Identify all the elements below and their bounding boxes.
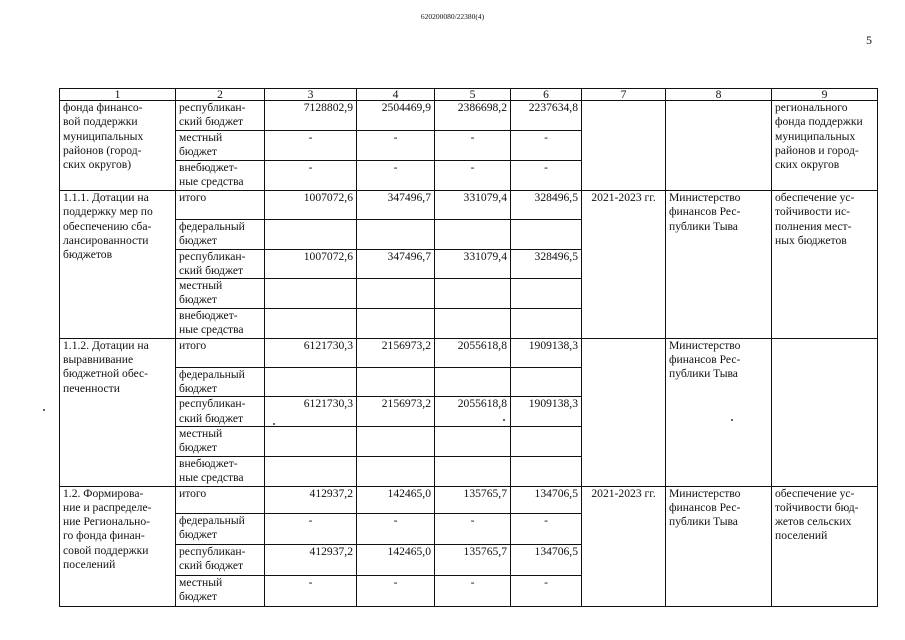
amount-cell: - [435, 513, 511, 544]
executor-cell [666, 338, 772, 486]
funding-source-line: республикан- [179, 101, 246, 114]
table-row [60, 101, 878, 131]
amount-cell: - [357, 161, 435, 191]
amount-cell [435, 279, 511, 309]
amount-cell [265, 220, 357, 250]
funding-source-cell [176, 486, 265, 513]
funding-source-line: местный [179, 131, 223, 144]
funding-source-line: итого [179, 486, 207, 500]
amount-cell: - [511, 161, 582, 191]
funding-source-cell [176, 191, 265, 220]
activity-name-line: поселений [63, 558, 116, 572]
funding-source-line: бюджет [179, 145, 217, 159]
result-line: обеспечение ус- [775, 486, 855, 500]
amount-cell: 6121730,3 [265, 397, 357, 427]
funding-source-line: бюджет [179, 382, 217, 396]
result-line: ских округов [775, 158, 840, 172]
funding-source-line: бюджет [179, 234, 217, 248]
column-number: 2 [176, 89, 265, 101]
period-cell: 2021-2023 гг. [582, 191, 666, 339]
amount-cell [265, 308, 357, 338]
funding-source-line: местный [179, 575, 223, 589]
amount-cell: - [511, 513, 582, 544]
amount-cell: 142465,0 [357, 544, 435, 575]
funding-source-cell [176, 249, 265, 279]
amount-cell: 7128802,9 [265, 101, 357, 131]
period-cell [582, 101, 666, 191]
activity-name-line: бюджетов [63, 248, 113, 262]
amount-cell: 331079,4 [435, 249, 511, 279]
amount-cell [357, 220, 435, 250]
result-line: муниципальных [775, 129, 856, 143]
funding-source-cell [176, 575, 265, 606]
activity-name-line: вой поддержки [63, 115, 138, 129]
executor-line: публики Тыва [669, 219, 738, 233]
amount-cell [511, 367, 582, 397]
amount-cell [511, 220, 582, 250]
funding-source-cell [176, 426, 265, 456]
funding-source-line: бюджет [179, 293, 217, 307]
result-cell [772, 486, 878, 606]
amount-cell [511, 279, 582, 309]
scan-artifact-dot [43, 409, 45, 411]
amount-cell: 328496,5 [511, 249, 582, 279]
column-number: 1 [60, 89, 176, 101]
table-row [60, 486, 878, 513]
column-number: 3 [265, 89, 357, 101]
activity-name-line: обеспечению сба- [63, 219, 152, 233]
executor-line: финансов Рес- [669, 205, 741, 219]
period-cell: 2021-2023 гг. [582, 486, 666, 606]
header-row [60, 89, 878, 101]
executor-line: Министерство [669, 486, 741, 500]
amount-cell: 142465,0 [357, 486, 435, 513]
funding-source-line: ные средства [179, 470, 244, 484]
activity-name-line: муниципальных [63, 129, 144, 143]
amount-cell: 1007072,6 [265, 249, 357, 279]
amount-cell: 2156973,2 [357, 397, 435, 427]
amount-cell: 1909138,3 [511, 397, 582, 427]
funding-source-cell [176, 367, 265, 397]
activity-name-line: ских округов) [63, 158, 132, 172]
amount-cell: 347496,7 [357, 249, 435, 279]
funding-source-line: местный [179, 426, 223, 440]
column-number: 4 [357, 89, 435, 101]
result-line: фонда поддержки [775, 115, 863, 129]
document-id: 620200080/22380(4) [420, 12, 485, 21]
funding-source-line: внебюджет- [179, 161, 238, 174]
activity-name-line: 1.1.2. Дотации на [63, 338, 149, 352]
result-line: регионального [775, 101, 848, 114]
period-cell [582, 338, 666, 486]
executor-line: публики Тыва [669, 515, 738, 529]
column-number: 7 [582, 89, 666, 101]
activity-name-line: районов (город- [63, 143, 142, 157]
amount-cell: - [265, 131, 357, 161]
funding-source-line: ский бюджет [179, 411, 244, 425]
amount-cell: 1007072,6 [265, 191, 357, 220]
amount-cell [435, 456, 511, 486]
result-line: тойчивости ис- [775, 205, 850, 219]
amount-cell: 412937,2 [265, 544, 357, 575]
activity-name-line: фонда финансо- [63, 101, 143, 114]
budget-table [59, 88, 878, 607]
funding-source-line: ский бюджет [179, 558, 244, 572]
funding-source-line: итого [179, 191, 207, 204]
activity-name-line: 1.2. Формирова- [63, 486, 144, 500]
amount-cell: 134706,5 [511, 486, 582, 513]
amount-cell: 135765,7 [435, 544, 511, 575]
amount-cell: 2504469,9 [357, 101, 435, 131]
amount-cell: 328496,5 [511, 191, 582, 220]
funding-source-line: федеральный [179, 367, 245, 381]
amount-cell [511, 426, 582, 456]
amount-cell: 412937,2 [265, 486, 357, 513]
funding-source-cell [176, 456, 265, 486]
executor-cell [666, 486, 772, 606]
amount-cell [265, 367, 357, 397]
result-line: жетов сельских [775, 515, 852, 529]
funding-source-line: внебюджет- [179, 308, 238, 322]
amount-cell [435, 426, 511, 456]
funding-source-cell [176, 131, 265, 161]
funding-source-line: республикан- [179, 397, 246, 411]
table-row [60, 191, 878, 220]
activity-name-line: лансированности [63, 233, 149, 247]
executor-line: Министерство [669, 338, 741, 352]
funding-source-cell [176, 513, 265, 544]
funding-source-line: бюджет [179, 441, 217, 455]
result-cell [772, 191, 878, 339]
amount-cell [265, 426, 357, 456]
executor-cell [666, 191, 772, 339]
activity-name-cell [60, 338, 176, 486]
column-number: 6 [511, 89, 582, 101]
activity-name-cell [60, 101, 176, 191]
result-line: тойчивости бюд- [775, 500, 859, 514]
amount-cell [357, 426, 435, 456]
funding-source-line: ский бюджет [179, 115, 244, 129]
executor-line: финансов Рес- [669, 353, 741, 367]
amount-cell: - [435, 575, 511, 606]
result-line: полнения мест- [775, 219, 852, 233]
amount-cell: 1909138,3 [511, 338, 582, 367]
funding-source-cell [176, 338, 265, 367]
activity-name-cell [60, 486, 176, 606]
amount-cell: 2386698,2 [435, 101, 511, 131]
amount-cell: - [435, 161, 511, 191]
funding-source-line: республикан- [179, 544, 246, 558]
activity-name-line: совой поддержки [63, 543, 149, 557]
funding-source-line: федеральный [179, 513, 245, 527]
amount-cell: - [357, 131, 435, 161]
result-cell [772, 101, 878, 191]
page-number: 5 [866, 33, 872, 47]
activity-name-line: го фонда финан- [63, 529, 145, 543]
result-line: ных бюджетов [775, 233, 847, 247]
funding-source-cell [176, 308, 265, 338]
funding-source-line: местный [179, 279, 223, 293]
amount-cell [511, 456, 582, 486]
amount-cell: 2156973,2 [357, 338, 435, 367]
amount-cell: 134706,5 [511, 544, 582, 575]
column-number: 8 [666, 89, 772, 101]
funding-source-cell [176, 220, 265, 250]
amount-cell: - [511, 575, 582, 606]
amount-cell: - [511, 131, 582, 161]
amount-cell [357, 367, 435, 397]
executor-line: Министерство [669, 191, 741, 204]
amount-cell: 347496,7 [357, 191, 435, 220]
funding-source-line: бюджет [179, 589, 217, 603]
funding-source-line: бюджет [179, 527, 217, 541]
executor-line: публики Тыва [669, 367, 738, 381]
amount-cell: 2055618,8 [435, 338, 511, 367]
activity-name-line: выравнивание [63, 353, 134, 367]
activity-name-line: поддержку мер по [63, 205, 153, 219]
funding-source-cell [176, 161, 265, 191]
amount-cell: - [265, 575, 357, 606]
result-line: поселений [775, 529, 828, 543]
amount-cell [435, 308, 511, 338]
amount-cell: 331079,4 [435, 191, 511, 220]
funding-source-cell [176, 279, 265, 309]
funding-source-line: ные средства [179, 323, 244, 337]
amount-cell [511, 308, 582, 338]
funding-source-cell [176, 101, 265, 131]
column-number: 9 [772, 89, 878, 101]
activity-name-cell [60, 191, 176, 339]
amount-cell [435, 367, 511, 397]
funding-source-line: итого [179, 338, 207, 352]
column-number: 5 [435, 89, 511, 101]
amount-cell [357, 308, 435, 338]
amount-cell: 2237634,8 [511, 101, 582, 131]
executor-cell [666, 101, 772, 191]
result-line: обеспечение ус- [775, 191, 855, 204]
executor-line: финансов Рес- [669, 500, 741, 514]
activity-name-line: 1.1.1. Дотации на [63, 191, 149, 204]
funding-source-cell [176, 544, 265, 575]
amount-cell: - [435, 131, 511, 161]
funding-source-line: ные средства [179, 175, 244, 189]
amount-cell: 135765,7 [435, 486, 511, 513]
amount-cell [435, 220, 511, 250]
amount-cell [265, 456, 357, 486]
activity-name-line: печенности [63, 381, 120, 395]
amount-cell [357, 279, 435, 309]
funding-source-line: внебюджет- [179, 456, 238, 470]
activity-name-line: бюджетной обес- [63, 367, 149, 381]
table-row [60, 338, 878, 367]
amount-cell: - [357, 513, 435, 544]
result-cell [772, 338, 878, 486]
funding-source-line: республикан- [179, 249, 246, 263]
activity-name-line: ние Регионально- [63, 515, 151, 529]
amount-cell: 2055618,8 [435, 397, 511, 427]
funding-source-cell [176, 397, 265, 427]
amount-cell: - [265, 513, 357, 544]
funding-source-line: федеральный [179, 220, 245, 233]
result-line: районов и город- [775, 143, 859, 157]
amount-cell [357, 456, 435, 486]
amount-cell [265, 279, 357, 309]
funding-source-line: ский бюджет [179, 263, 244, 277]
amount-cell: - [265, 161, 357, 191]
amount-cell: - [357, 575, 435, 606]
amount-cell: 6121730,3 [265, 338, 357, 367]
activity-name-line: ние и распределе- [63, 500, 152, 514]
